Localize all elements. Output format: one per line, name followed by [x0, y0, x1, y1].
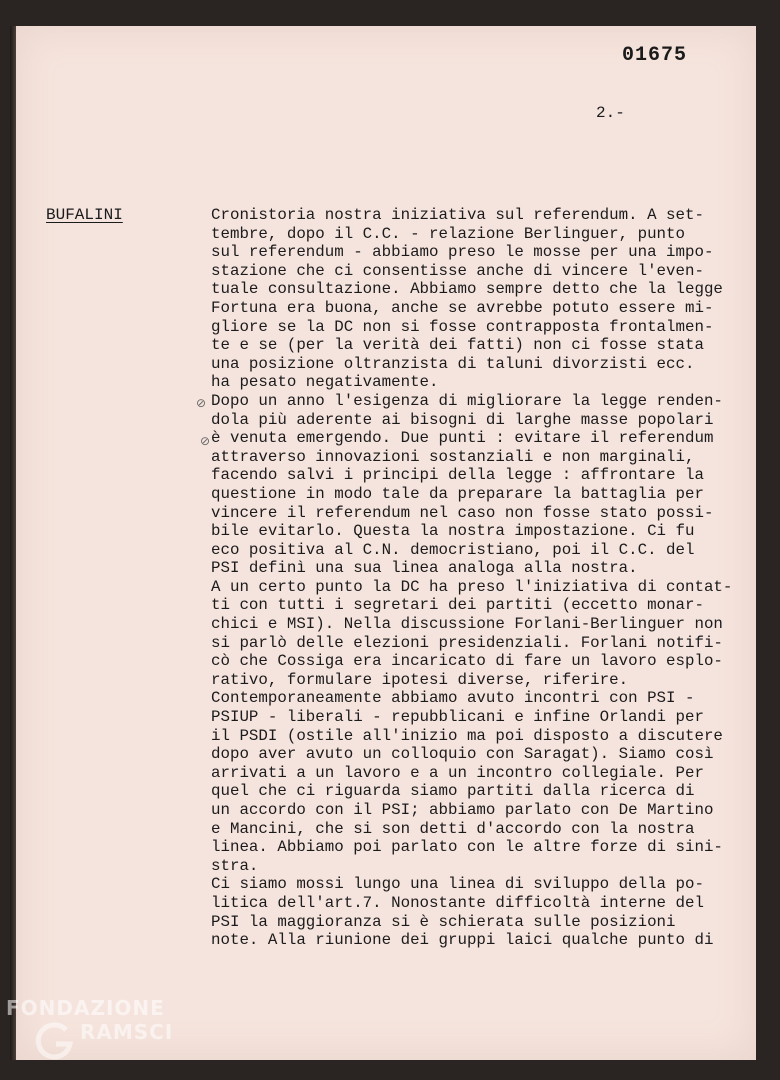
text-line: te e se (per la verità dei fatti) non ci fosse stata [211, 336, 704, 355]
text-line: dopo aver avuto un colloquio con Saragat). Siamo così [211, 745, 714, 764]
watermark-line-1: FONDAZIONE [6, 996, 165, 1020]
text-line: Dopo un anno l'esigenza di migliorare la legge renden- [211, 391, 723, 410]
text-line: Cronistoria nostra iniziativa sul referendum. A set- [211, 206, 704, 224]
text-line: eco positiva al C.N. democristiano, poi il C.C. del [211, 540, 695, 559]
text-line: PSI definì una sua linea analoga alla nostra. [211, 559, 638, 578]
text-line: vincere il referendum nel caso non fosse stato possi- [211, 503, 714, 522]
text-line: chici e MSI). Nella discussione Forlani-Berlinguer non [211, 615, 723, 634]
text-line: quel che ci riguarda siamo partiti dalla ricerca di [211, 782, 695, 801]
margin-mark-icon: ⊘ [200, 434, 211, 448]
text-line: Ci siamo mossi lungo una linea di sviluppo della po- [211, 875, 704, 894]
text-line: attraverso innovazioni sostanziali e non marginali, [211, 447, 695, 466]
margin-mark-icon: ⊘ [196, 396, 207, 410]
text-line: gliore se la DC non si fosse contrapposta frontalmen- [211, 317, 714, 336]
text-line: stazione che ci consentisse anche di vincere l'even- [211, 261, 704, 280]
text-line: sul referendum - abbiamo preso le mosse per una impo- [211, 243, 714, 262]
document-number: 01675 [622, 44, 688, 67]
speaker-name: BUFALINI [46, 206, 123, 224]
text-line: e Mancini, che si son detti d'accordo con la nostra [211, 819, 695, 838]
text-line: tembre, dopo il C.C. - relazione Berlinguer, punto [211, 224, 685, 243]
text-line: stra. [211, 856, 259, 875]
watermark-g-icon [32, 1018, 76, 1062]
text-line: tuale consultazione. Abbiamo sempre detto che la legge [211, 280, 723, 299]
text-line: facendo salvi i principi della legge : affrontare la [211, 466, 704, 485]
text-line: questione in modo tale da preparare la battaglia per [211, 484, 704, 503]
text-line: si parlò delle elezioni presidenziali. Forlani notifi- [211, 633, 723, 652]
text-line: un accordo con il PSI; abbiamo parlato con De Martino [211, 801, 714, 819]
text-line: dola più aderente ai bisogni di larghe masse popolari [211, 410, 714, 429]
text-line: litica dell'art.7. Nonostante difficoltà interne del [211, 893, 704, 912]
text-line: linea. Abbiamo poi parlato con le altre forze di sini- [211, 838, 723, 857]
text-line: il PSDI (ostile all'inizio ma poi disposto a discutere [211, 726, 723, 745]
body-text [211, 206, 751, 950]
text-line: cò che Cossiga era incaricato di fare un lavoro esplo- [211, 652, 723, 671]
text-line: rativo, formulare ipotesi diverse, riferire. [211, 670, 629, 689]
text-line: è venuta emergendo. Due punti : evitare il referendum [211, 429, 714, 448]
text-line: ha pesato negativamente. [211, 373, 439, 392]
page-number: 2.- [596, 104, 625, 122]
text-line: ti con tutti i segretari dei partiti (eccetto monar- [211, 596, 704, 615]
text-line: PSI la maggioranza si è schierata sulle posizioni [211, 912, 676, 931]
text-line: Fortuna era buona, anche se avrebbe potuto essere mi- [211, 298, 714, 317]
watermark-line-2: RAMSCI [80, 1020, 174, 1044]
text-line: A un certo punto la DC ha preso l'iniziativa di contat- [211, 577, 733, 596]
text-line: bile evitarlo. Questa la nostra impostazione. Ci fu [211, 522, 695, 541]
text-line: PSIUP - liberali - repubblicani e infine Orlandi per [211, 708, 704, 727]
text-line: Contemporaneamente abbiamo avuto incontri con PSI - [211, 689, 695, 708]
text-line: una posizione oltranzista di taluni divorzisti ecc. [211, 354, 695, 373]
text-line: note. Alla riunione dei gruppi laici qualche punto di [211, 931, 714, 950]
text-line: arrivati a un lavoro e a un incontro collegiale. Per [211, 763, 704, 782]
